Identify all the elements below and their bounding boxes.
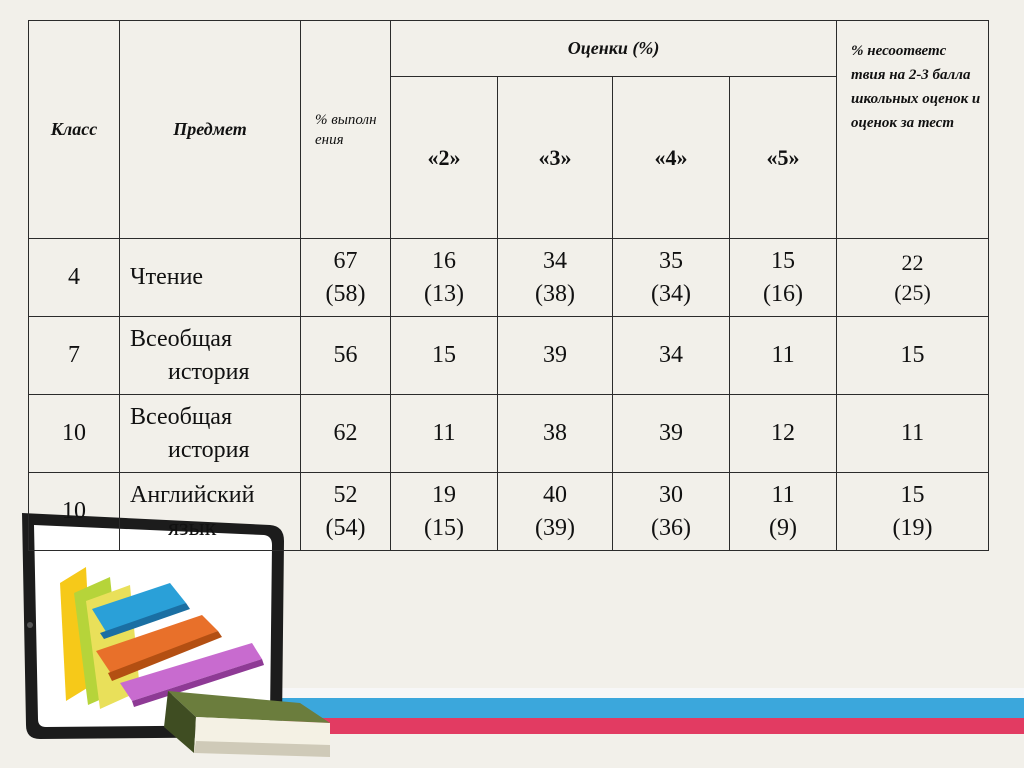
cell-grade-5: 11	[730, 317, 837, 395]
value-prev: (13)	[424, 280, 464, 307]
cell-grade-5: 12	[730, 395, 837, 473]
value-prev: (58)	[325, 280, 366, 307]
cell-grade-4: 34	[613, 317, 730, 395]
cell-grade-5	[730, 239, 837, 317]
subject-line: Всеобщая	[130, 325, 232, 352]
cell-completion	[301, 239, 391, 317]
header-grade-4: «4»	[613, 77, 730, 239]
cell-grade-3: 38	[498, 395, 613, 473]
table-row	[29, 395, 989, 473]
header-completion: % выполн ения	[301, 21, 391, 239]
cell-grade-4	[613, 473, 730, 551]
header-class: Класс	[29, 21, 120, 239]
cell-mismatch: 11	[837, 395, 989, 473]
cell-grade-2	[391, 239, 498, 317]
value: 16	[432, 247, 456, 274]
value: 19	[432, 481, 456, 508]
cell-subject	[120, 239, 301, 317]
decor-stripe-white	[250, 688, 1024, 698]
header-subject: Предмет	[120, 21, 301, 239]
cell-class: 10	[29, 395, 120, 473]
results-table	[28, 20, 989, 551]
value-prev: (39)	[535, 514, 575, 541]
cell-grade-4: 39	[613, 395, 730, 473]
cell-class: 7	[29, 317, 120, 395]
header-grades-group: Оценки (%)	[391, 21, 837, 77]
table-row	[29, 239, 989, 317]
value-prev: (15)	[424, 514, 464, 541]
cell-grade-4	[613, 239, 730, 317]
cell-grade-3	[498, 239, 613, 317]
value-prev: (9)	[769, 514, 798, 541]
cell-grade-2: 11	[391, 395, 498, 473]
cell-grade-3: 39	[498, 317, 613, 395]
value-prev: (16)	[763, 280, 804, 307]
value: 11	[771, 481, 795, 508]
cell-completion: 56	[301, 317, 391, 395]
value: 30	[659, 481, 683, 508]
value-prev: (38)	[535, 280, 575, 307]
cell-grade-3	[498, 473, 613, 551]
value-prev: (36)	[651, 514, 691, 541]
header-grade-3: «3»	[498, 77, 613, 239]
value-prev: (34)	[651, 280, 691, 307]
cell-mismatch	[837, 473, 989, 551]
cell-class: 4	[29, 239, 120, 317]
value: 67	[333, 247, 358, 274]
cell-completion	[301, 473, 391, 551]
cell-mismatch: 15	[837, 317, 989, 395]
value-prev: (25)	[894, 279, 931, 305]
subject-line: Английский	[130, 481, 255, 508]
header-row-top	[29, 21, 989, 77]
subject-line: Чтение	[130, 264, 204, 290]
cell-class: 10	[29, 473, 120, 551]
table-row	[29, 317, 989, 395]
cell-mismatch	[837, 239, 989, 317]
subject-line-2: язык	[168, 514, 217, 541]
cell-subject	[120, 473, 301, 551]
cell-grade-5	[730, 473, 837, 551]
subject-line: Всеобщая	[130, 403, 232, 430]
value: 22	[901, 249, 924, 275]
value: 52	[333, 481, 358, 508]
decor-stripe-red	[250, 718, 1024, 734]
cell-subject	[120, 395, 301, 473]
header-grade-2: «2»	[391, 77, 498, 239]
cell-grade-2	[391, 473, 498, 551]
cell-completion: 62	[301, 395, 391, 473]
subject-line-2: история	[168, 358, 250, 385]
value: 40	[543, 481, 567, 508]
value: 15	[771, 247, 796, 274]
header-mismatch: % несоответс твия на 2-3 балла школьных оценок и оценок за тест	[837, 21, 989, 239]
header-grade-5: «5»	[730, 77, 837, 239]
table-row	[29, 473, 989, 551]
value: 34	[543, 247, 567, 274]
decor-stripe-blue	[250, 698, 1024, 718]
value-prev: (54)	[325, 514, 366, 541]
cell-subject	[120, 317, 301, 395]
value-prev: (19)	[892, 514, 933, 541]
subject-line-2: история	[168, 436, 250, 463]
value: 15	[900, 481, 925, 508]
cell-grade-2: 15	[391, 317, 498, 395]
value: 35	[659, 247, 683, 274]
